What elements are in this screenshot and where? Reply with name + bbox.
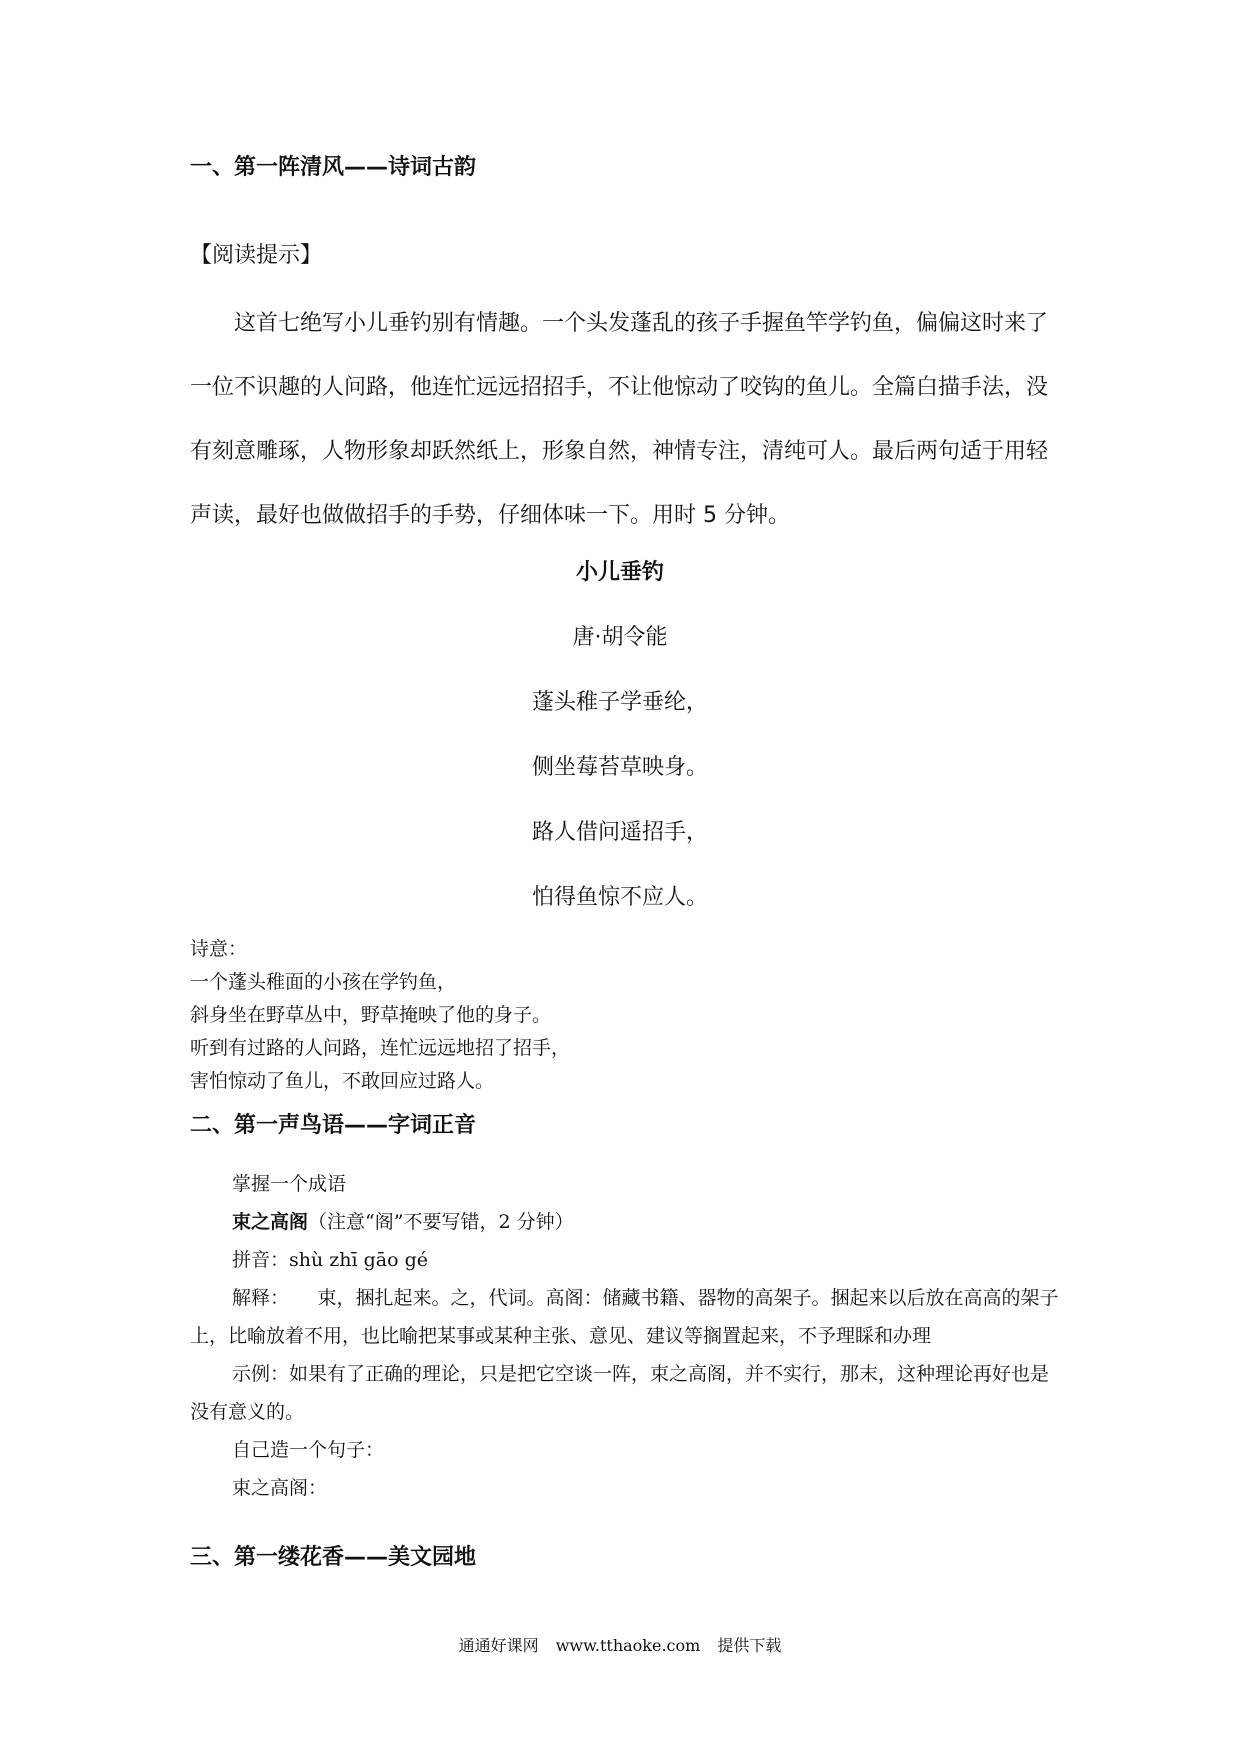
idiom-term: 束之高阁 [232, 1211, 309, 1233]
practice-prompt: 自己造一个句子： [232, 1439, 385, 1461]
poem-line: 蓬头稚子学垂纶， [531, 690, 708, 715]
poem-title: 小儿垂钓 [575, 560, 664, 585]
section2-heading: 二、第一声鸟语——字词正音 [190, 1113, 477, 1138]
footer-suffix: 提供下载 [717, 1636, 782, 1655]
poem-meaning [190, 933, 1060, 1098]
meaning-label: 诗意： [190, 938, 248, 960]
poem-line: 侧坐莓苔草映身。 [531, 755, 708, 780]
meaning-line: 听到有过路的人问路，连忙远远地招了招手， [190, 1037, 571, 1059]
meaning-line: 斜身坐在野草丛中，野草掩映了他的身子。 [190, 1004, 552, 1026]
idiom-example: 示例：如果有了正确的理论，只是把它空谈一阵，束之高阁，并不实行，那末，这种理论再好也是没有意义的。 [190, 1363, 1050, 1423]
poem-line: 怕得鱼惊不应人。 [531, 885, 708, 910]
poem-block [420, 555, 820, 945]
section3-heading: 三、第一缕花香——美文园地 [190, 1545, 477, 1570]
meaning-line: 一个蓬头稚面的小孩在学钓鱼， [190, 971, 457, 993]
hint-text: 这首七绝写小儿垂钓别有情趣。一个头发蓬乱的孩子手握鱼竿学钓鱼，偏偏这时来了一位不识趣的人问路，他连忙远远招招手，不让他惊动了咬钩的鱼儿。全篇白描手法，没有刻意雕琢，人物形象却跃然纸上，形象自然，神情专注，清纯可人。最后两句适于用轻声读，最好也做做招手的手势，仔细体味一下。用时 5 分钟。 [190, 311, 1049, 528]
poem-line: 路人借问遥招手， [531, 820, 708, 845]
meaning-line: 害怕惊动了鱼儿，不敢回应过路人。 [190, 1070, 495, 1092]
idiom-explanation: 解释： 束，捆扎起来。之，代词。高阁：储藏书籍、器物的高架子。捆起来以后放在高高的架子上，比喻放着不用，也比喻把某事或某种主张、意见、建议等搁置起来，不予理睬和办理 [190, 1287, 1059, 1347]
idiom-section [190, 1165, 1060, 1507]
practice-label: 束之高阁： [232, 1477, 328, 1499]
page-footer [0, 1633, 1240, 1656]
footer-url[interactable]: www.tthaoke.com [555, 1636, 701, 1655]
section1-heading: 一、第一阵清风——诗词古韵 [190, 155, 477, 180]
hint-label: 【阅读提示】 [190, 243, 323, 268]
poem-author: 唐·胡令能 [572, 625, 668, 650]
idiom-line [190, 1203, 1060, 1241]
idiom-intro: 掌握一个成语 [232, 1173, 347, 1195]
idiom-note: （注意“阁”不要写错，2 分钟） [308, 1211, 574, 1233]
footer-site-name: 通通好课网 [458, 1636, 539, 1655]
idiom-pinyin: 拼音：shù zhī gāo gé [232, 1249, 429, 1271]
